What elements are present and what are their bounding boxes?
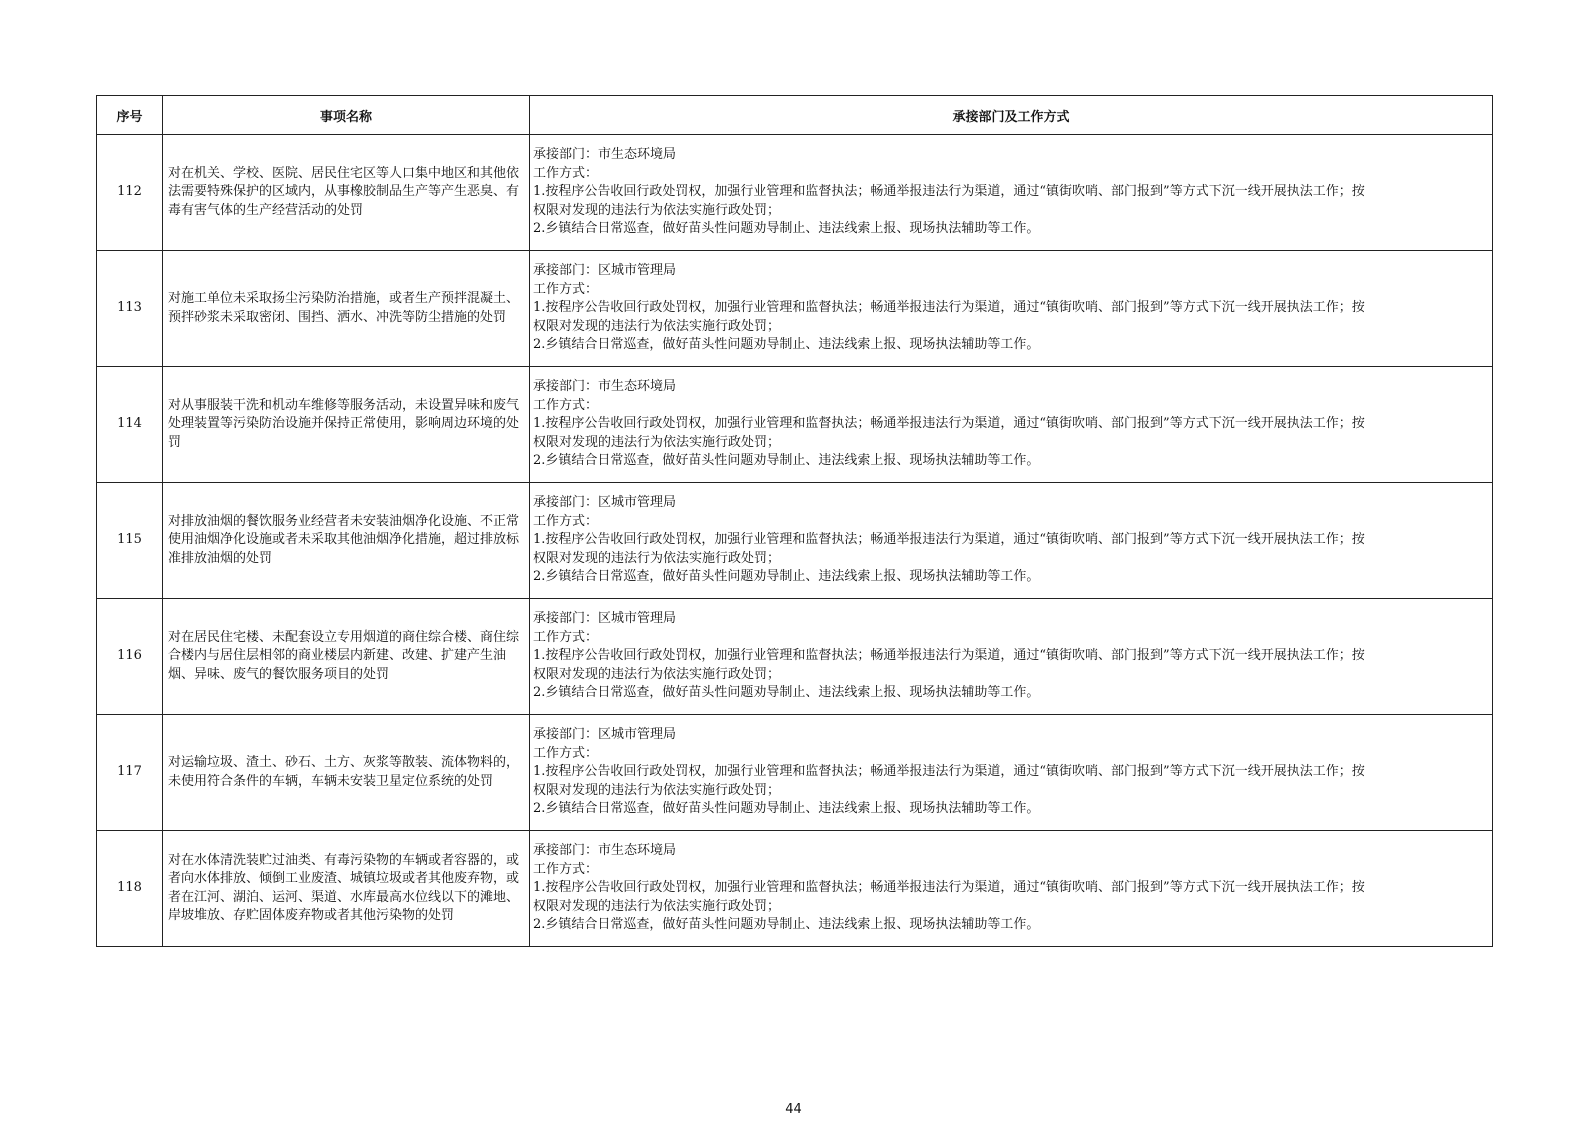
dept-cell bbox=[530, 135, 1493, 251]
method-item-1: 1.按程序公告收回行政处罚权，加强行业管理和监督执法；畅通举报违法行为渠道，通过“镇街吹哨、部门报到”等方式下沉一线开展执法工作；按 bbox=[533, 648, 1365, 664]
method-label: 工作方式： bbox=[533, 745, 599, 761]
dept-line: 承接部门：区城市管理局 bbox=[533, 727, 677, 743]
row-number: 113 bbox=[97, 251, 163, 367]
method-label: 工作方式： bbox=[533, 629, 599, 645]
method-label: 工作方式： bbox=[533, 861, 599, 877]
method-item-1: 1.按程序公告收回行政处罚权，加强行业管理和监督执法；畅通举报违法行为渠道，通过“镇街吹哨、部门报到”等方式下沉一线开展执法工作；按 bbox=[533, 416, 1365, 432]
item-name: 对从事服装干洗和机动车维修等服务活动，未设置异味和废气处理装置等污染防治设施并保持正常使用，影响周边环境的处罚 bbox=[163, 367, 530, 483]
method-item-1: 1.按程序公告收回行政处罚权，加强行业管理和监督执法；畅通举报违法行为渠道，通过“镇街吹哨、部门报到”等方式下沉一线开展执法工作；按 bbox=[533, 764, 1365, 780]
dept-line: 承接部门：市生态环境局 bbox=[533, 843, 677, 859]
dept-cell bbox=[530, 831, 1493, 947]
header-no: 序号 bbox=[97, 96, 163, 135]
method-item-1-cont: 权限对发现的违法行为依法实施行政处罚； bbox=[533, 550, 781, 566]
method-item-2: 2.乡镇结合日常巡查，做好苗头性问题劝导制止、违法线索上报、现场执法辅助等工作。 bbox=[533, 221, 1040, 237]
method-item-1: 1.按程序公告收回行政处罚权，加强行业管理和监督执法；畅通举报违法行为渠道，通过“镇街吹哨、部门报到”等方式下沉一线开展执法工作；按 bbox=[533, 300, 1365, 316]
method-item-1-cont: 权限对发现的违法行为依法实施行政处罚； bbox=[533, 898, 781, 914]
method-item-1: 1.按程序公告收回行政处罚权，加强行业管理和监督执法；畅通举报违法行为渠道，通过“镇街吹哨、部门报到”等方式下沉一线开展执法工作；按 bbox=[533, 880, 1365, 896]
method-label: 工作方式： bbox=[533, 281, 599, 297]
dept-cell bbox=[530, 367, 1493, 483]
method-item-2: 2.乡镇结合日常巡查，做好苗头性问题劝导制止、违法线索上报、现场执法辅助等工作。 bbox=[533, 801, 1040, 817]
row-number: 115 bbox=[97, 483, 163, 599]
item-name: 对在机关、学校、医院、居民住宅区等人口集中地区和其他依法需要特殊保护的区域内，从事橡胶制品生产等产生恶臭、有毒有害气体的生产经营活动的处罚 bbox=[163, 135, 530, 251]
dept-line: 承接部门：区城市管理局 bbox=[533, 611, 677, 627]
method-item-2: 2.乡镇结合日常巡查，做好苗头性问题劝导制止、违法线索上报、现场执法辅助等工作。 bbox=[533, 337, 1040, 353]
method-item-1-cont: 权限对发现的违法行为依法实施行政处罚； bbox=[533, 202, 781, 218]
header-name: 事项名称 bbox=[163, 96, 530, 135]
row-number: 112 bbox=[97, 135, 163, 251]
item-name: 对排放油烟的餐饮服务业经营者未安装油烟净化设施、不正常使用油烟净化设施或者未采取其他油烟净化措施，超过排放标准排放油烟的处罚 bbox=[163, 483, 530, 599]
row-number: 116 bbox=[97, 599, 163, 715]
dept-line: 承接部门：区城市管理局 bbox=[533, 263, 677, 279]
method-item-1: 1.按程序公告收回行政处罚权，加强行业管理和监督执法；畅通举报违法行为渠道，通过“镇街吹哨、部门报到”等方式下沉一线开展执法工作；按 bbox=[533, 532, 1365, 548]
table-row bbox=[97, 135, 1493, 251]
method-item-2: 2.乡镇结合日常巡查，做好苗头性问题劝导制止、违法线索上报、现场执法辅助等工作。 bbox=[533, 453, 1040, 469]
item-name: 对运输垃圾、渣土、砂石、土方、灰浆等散装、流体物料的，未使用符合条件的车辆，车辆未安装卫星定位系统的处罚 bbox=[163, 715, 530, 831]
item-name: 对施工单位未采取扬尘污染防治措施，或者生产预拌混凝土、预拌砂浆未采取密闭、围挡、洒水、冲洗等防尘措施的处罚 bbox=[163, 251, 530, 367]
dept-line: 承接部门：市生态环境局 bbox=[533, 379, 677, 395]
table-row bbox=[97, 367, 1493, 483]
table-row bbox=[97, 715, 1493, 831]
dept-cell bbox=[530, 251, 1493, 367]
method-item-1-cont: 权限对发现的违法行为依法实施行政处罚； bbox=[533, 666, 781, 682]
row-number: 117 bbox=[97, 715, 163, 831]
method-label: 工作方式： bbox=[533, 165, 599, 181]
method-label: 工作方式： bbox=[533, 513, 599, 529]
row-number: 118 bbox=[97, 831, 163, 947]
method-item-1-cont: 权限对发现的违法行为依法实施行政处罚； bbox=[533, 782, 781, 798]
table-row bbox=[97, 599, 1493, 715]
header-dept: 承接部门及工作方式 bbox=[530, 96, 1493, 135]
table-row bbox=[97, 831, 1493, 947]
method-item-2: 2.乡镇结合日常巡查，做好苗头性问题劝导制止、违法线索上报、现场执法辅助等工作。 bbox=[533, 917, 1040, 933]
item-name: 对在居民住宅楼、未配套设立专用烟道的商住综合楼、商住综合楼内与居住层相邻的商业楼层内新建、改建、扩建产生油烟、异味、废气的餐饮服务项目的处罚 bbox=[163, 599, 530, 715]
method-item-1-cont: 权限对发现的违法行为依法实施行政处罚； bbox=[533, 434, 781, 450]
dept-line: 承接部门：市生态环境局 bbox=[533, 147, 677, 163]
table-header-row bbox=[97, 96, 1493, 135]
method-item-1-cont: 权限对发现的违法行为依法实施行政处罚； bbox=[533, 318, 781, 334]
method-item-2: 2.乡镇结合日常巡查，做好苗头性问题劝导制止、违法线索上报、现场执法辅助等工作。 bbox=[533, 685, 1040, 701]
dept-cell bbox=[530, 715, 1493, 831]
row-number: 114 bbox=[97, 367, 163, 483]
item-name: 对在水体清洗装贮过油类、有毒污染物的车辆或者容器的，或者向水体排放、倾倒工业废渣、城镇垃圾或者其他废弃物，或者在江河、湖泊、运河、渠道、水库最高水位线以下的滩地、岸坡堆放、存贮固体废弃物或者其他污染物的处罚 bbox=[163, 831, 530, 947]
table-row bbox=[97, 251, 1493, 367]
method-item-2: 2.乡镇结合日常巡查，做好苗头性问题劝导制止、违法线索上报、现场执法辅助等工作。 bbox=[533, 569, 1040, 585]
table-row bbox=[97, 483, 1493, 599]
items-table bbox=[96, 95, 1493, 947]
method-label: 工作方式： bbox=[533, 397, 599, 413]
dept-line: 承接部门：区城市管理局 bbox=[533, 495, 677, 511]
method-item-1: 1.按程序公告收回行政处罚权，加强行业管理和监督执法；畅通举报违法行为渠道，通过“镇街吹哨、部门报到”等方式下沉一线开展执法工作；按 bbox=[533, 184, 1365, 200]
dept-cell bbox=[530, 483, 1493, 599]
dept-cell bbox=[530, 599, 1493, 715]
page-number: 44 bbox=[785, 1102, 802, 1117]
